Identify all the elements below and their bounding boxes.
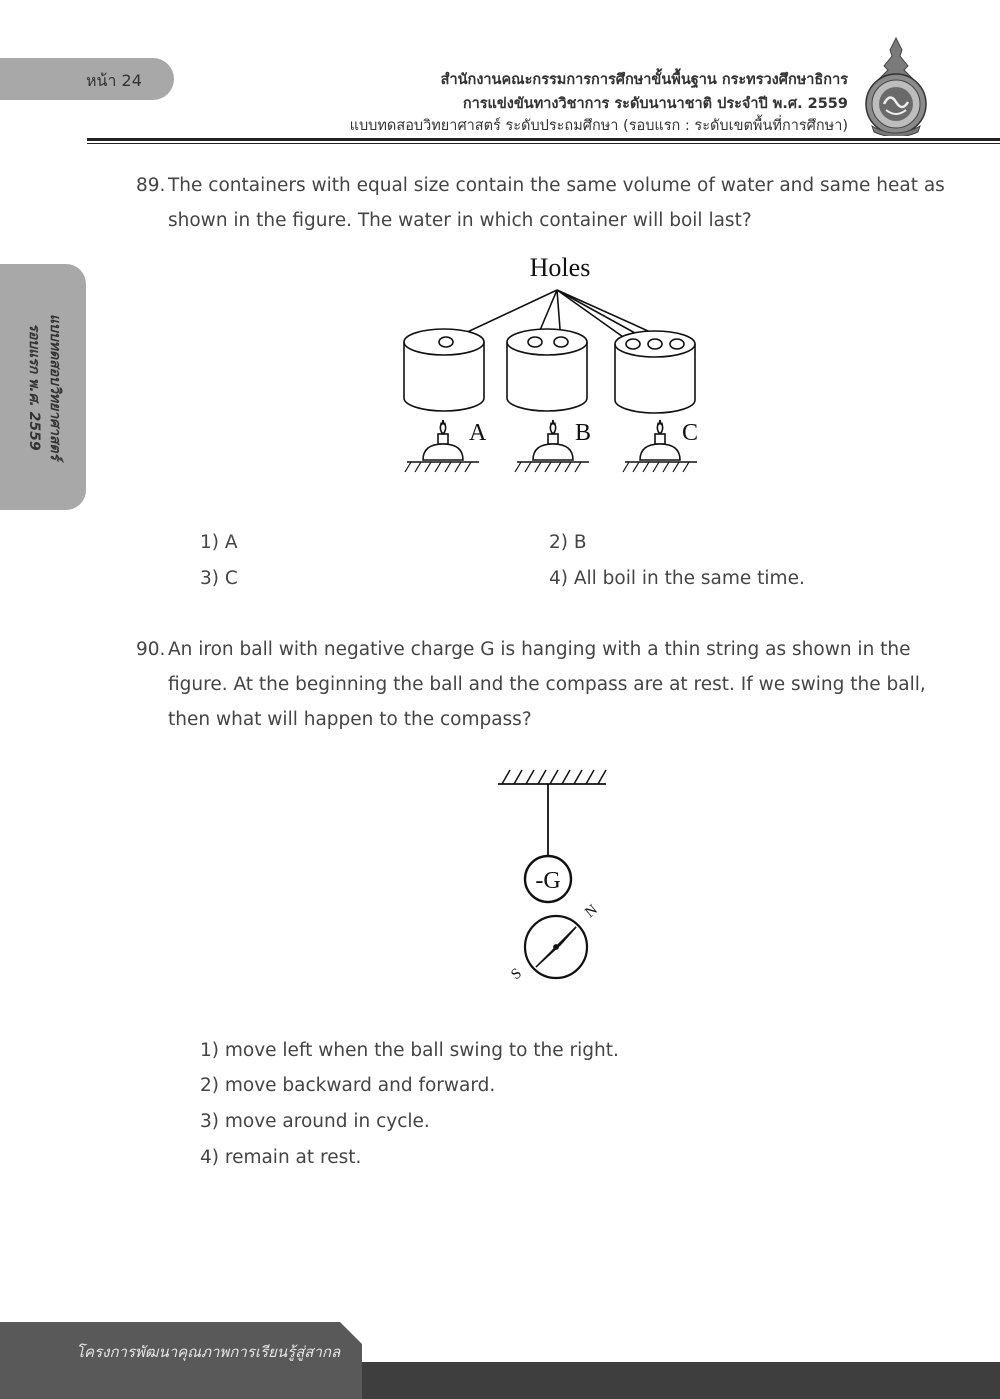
question-89-text: The containers with equal size contain the same volume of water and same heat as shown in the figure. The water in which container will boil last? bbox=[168, 175, 945, 231]
question-89-number: 89. bbox=[136, 175, 166, 196]
question-90 bbox=[136, 632, 946, 737]
side-tab-label bbox=[21, 262, 65, 512]
pendulum-compass-figure bbox=[490, 760, 620, 990]
side-tab-line2: รอบแรก พ.ศ. 2559 bbox=[26, 323, 42, 451]
q90-option-2[interactable]: 2) move backward and forward. bbox=[200, 1075, 496, 1096]
containers-figure bbox=[395, 250, 715, 486]
compass-north-label: N bbox=[582, 901, 601, 922]
page-number: หน้า 24 bbox=[86, 71, 142, 90]
side-tab-line1: แบบทดสอบวิทยาศาสตร์ bbox=[47, 313, 63, 460]
page-number-tab bbox=[0, 58, 174, 100]
header-rule bbox=[87, 138, 1000, 141]
q90-option-3[interactable]: 3) move around in cycle. bbox=[200, 1111, 430, 1132]
ball-label: -G bbox=[535, 868, 561, 894]
q90-option-4[interactable]: 4) remain at rest. bbox=[200, 1147, 362, 1168]
burner-a-icon bbox=[405, 420, 479, 472]
q89-option-3[interactable]: 3) C bbox=[200, 568, 238, 589]
q90-option-1[interactable]: 1) move left when the ball swing to the right. bbox=[200, 1040, 619, 1061]
q89-option-1[interactable]: 1) A bbox=[200, 532, 238, 553]
figure-holes-title: Holes bbox=[529, 253, 591, 282]
compass-south-label: S bbox=[508, 965, 525, 984]
figure-label-a: A bbox=[469, 420, 487, 446]
header-rule-thin bbox=[87, 143, 1000, 144]
question-90-number: 90. bbox=[136, 639, 166, 660]
header-office: สำนักงานคณะกรรมการการศึกษาขั้นพื้นฐาน กระทรวงศึกษาธิการ bbox=[440, 72, 848, 88]
q89-option-4[interactable]: 4) All boil in the same time. bbox=[549, 568, 805, 589]
ministry-emblem-icon bbox=[858, 36, 934, 136]
figure-label-b: B bbox=[575, 420, 592, 446]
q89-option-2[interactable]: 2) B bbox=[549, 532, 587, 553]
header-test: แบบทดสอบวิทยาศาสตร์ ระดับประถมศึกษา (รอบแรก : ระดับเขตพื้นที่การศึกษา) bbox=[349, 118, 848, 134]
footer-project-name: โครงการพัฒนาคุณภาพการเรียนรู้สู่สากล bbox=[76, 1343, 341, 1361]
figure-label-c: C bbox=[682, 420, 699, 446]
header-competition: การแข่งขันทางวิชาการ ระดับนานาชาติ ประจำปี พ.ศ. 2559 bbox=[462, 96, 848, 112]
question-89 bbox=[136, 168, 946, 238]
question-90-text: An iron ball with negative charge G is hanging with a thin string as shown in the figure. At the beginning the ball and the compass are at rest. If we swing the ball, then what will happen to the compass? bbox=[168, 639, 926, 730]
